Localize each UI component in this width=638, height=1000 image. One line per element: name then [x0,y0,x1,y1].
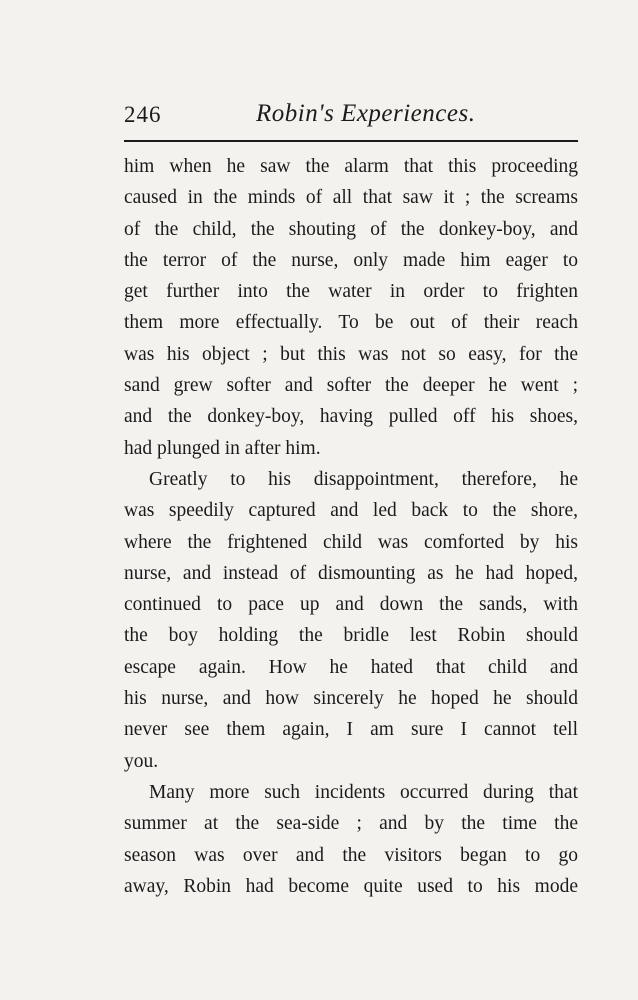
text-line: caused in the minds of all that saw it ; the screams [124,187,578,209]
text-line: was speedily captured and led back to the shore, [124,500,578,522]
text-line: escape again. How he hated that child and [124,656,578,678]
text-line: continued to pace up and down the sands, with [124,594,578,616]
page-number: 246 [124,102,162,127]
header-rule [124,140,578,142]
body-text [124,151,578,902]
text-line: away, Robin had become quite used to his mode [124,875,578,897]
text-line: the terror of the nurse, only made him eager to [124,249,578,271]
text-line: where the frightened child was comforted by his [124,531,578,553]
text-line: his nurse, and how sincerely he hoped he should [124,688,578,710]
text-line: was his object ; but this was not so easy, for the [124,343,578,365]
text-line: Many more such incidents occurred during that [149,781,578,803]
text-line: had plunged in after him. [124,437,321,459]
text-line: them more effectually. To be out of their reach [124,312,578,334]
page-header [124,100,580,136]
text-line: Greatly to his disappointment, therefore, he [149,468,578,490]
text-line: the boy holding the bridle lest Robin should [124,625,578,647]
text-line: sand grew softer and softer the deeper he went ; [124,375,578,397]
text-line: and the donkey-boy, having pulled off his shoes, [124,406,578,428]
text-line: him when he saw the alarm that this proceeding [124,156,578,177]
running-title: Robin's Experiences. [256,100,476,127]
text-line: of the child, the shouting of the donkey-boy, and [124,218,578,240]
text-line: get further into the water in order to frighten [124,281,578,303]
text-line: summer at the sea-side ; and by the time the [124,813,578,835]
text-line: nurse, and instead of dismounting as he had hoped, [124,562,578,584]
text-line: you. [124,750,159,772]
text-line: season was over and the visitors began to go [124,844,578,866]
text-line: never see them again, I am sure I cannot tell [124,719,578,741]
